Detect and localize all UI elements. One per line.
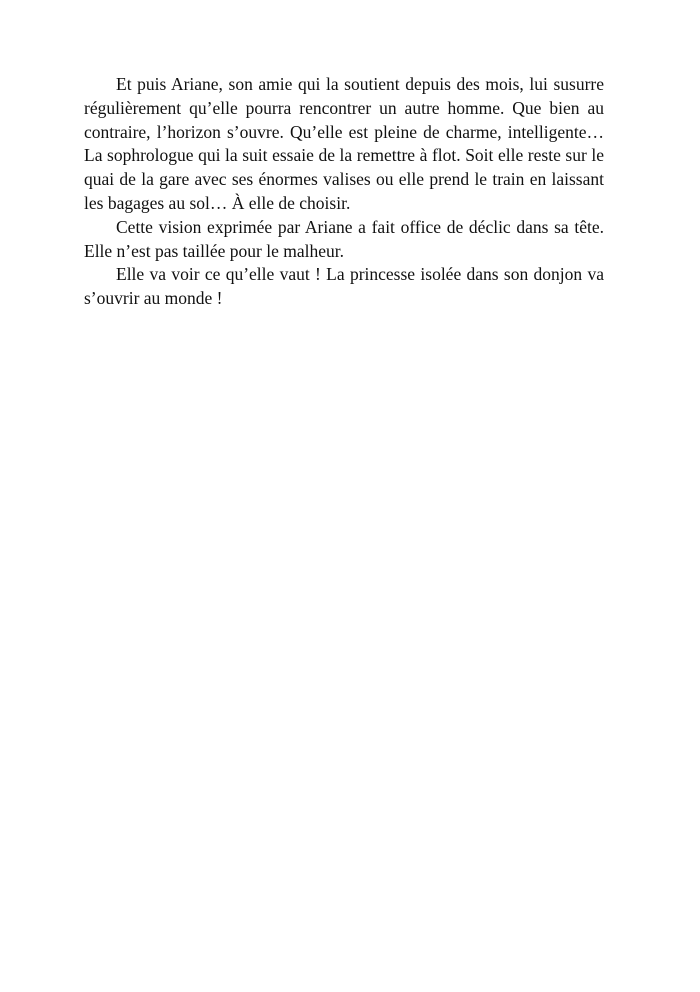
paragraph-2: Cette vision exprimée par Ariane a fait office de déclic dans sa tête. Elle n’est pas taillée pour le malheur. bbox=[84, 216, 604, 261]
paragraph-3: Elle va voir ce qu’elle vaut ! La princesse isolée dans son donjon va s’ouvrir au monde ! bbox=[84, 264, 604, 309]
paragraph-1: Et puis Ariane, son amie qui la soutient depuis des mois, lui susurre régulièrement qu’elle pourra rencontrer un autre homme. Que bien au contraire, l’horizon s’ouvre. Qu’elle est pleine de charme, intelligente… La sophrologue qui la suit essaie de la remettre à flot. Soit elle reste sur le quai de la gare avec ses énormes valises ou elle prend le train en laissant les bagages au sol… À elle de choisir. bbox=[84, 74, 604, 213]
body-text bbox=[84, 73, 604, 311]
